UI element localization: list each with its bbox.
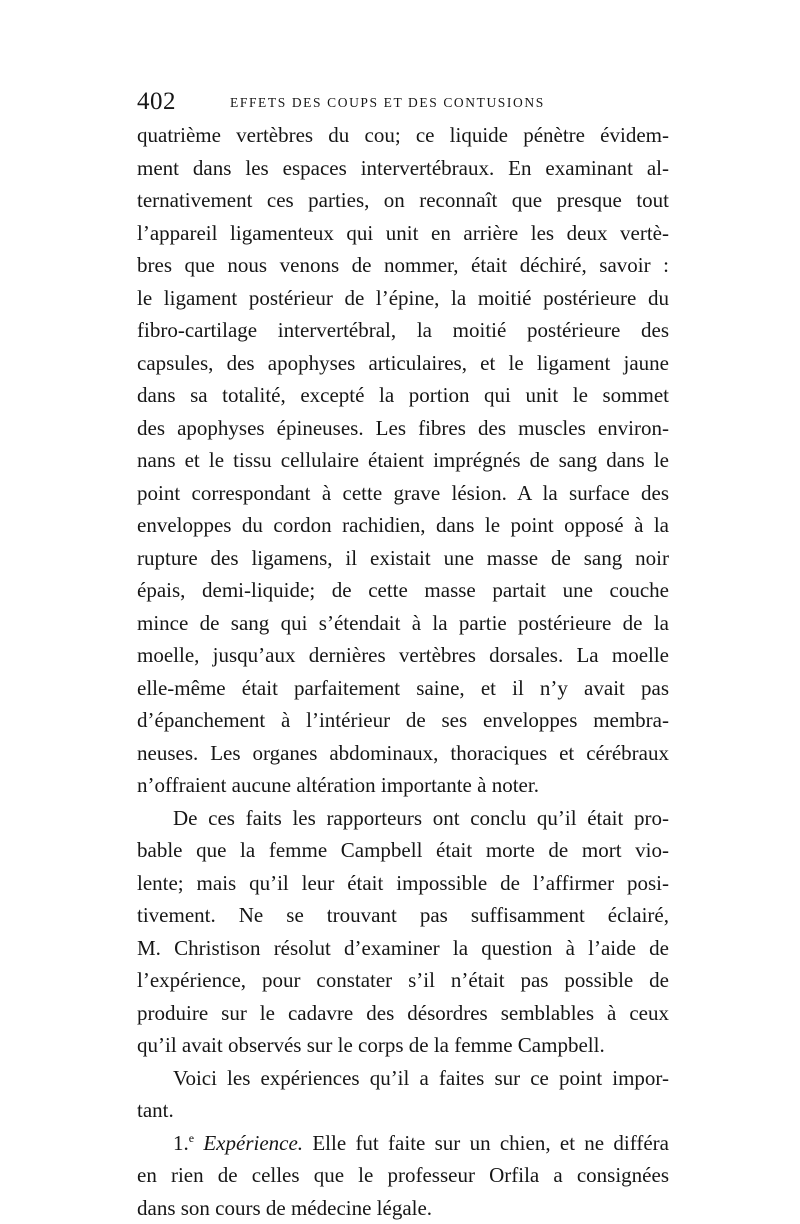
experiment-title: Expérience. [203,1131,303,1155]
text-line: ment dans les espaces intervertébraux. En examinant al- [137,152,669,185]
paragraph-end-line: tant. [137,1094,669,1127]
text-line: bres que nous venons de nommer, était déchiré, savoir : [137,249,669,282]
text-line: point correspondant à cette grave lésion. A la surface des [137,477,669,510]
text-line: dans sa totalité, excepté la portion qui unit le sommet [137,379,669,412]
text-line: bable que la femme Campbell était morte de mort vio- [137,834,669,867]
text-line: moelle, jusqu’aux dernières vertèbres dorsales. La moelle [137,639,669,672]
experiment-heading-line [137,1127,669,1160]
text-line: produire sur le cadavre des désordres semblables à ceux [137,997,669,1030]
text-line: enveloppes du cordon rachidien, dans le point opposé à la [137,509,669,542]
paragraph-start-line: De ces faits les rapporteurs ont conclu qu’il était pro- [137,802,669,835]
text-line: M. Christison résolut d’examiner la question à l’aide de [137,932,669,965]
running-head: EFFETS DES COUPS ET DES CONTUSIONS [230,89,545,117]
text-line: neuses. Les organes abdominaux, thoraciques et cérébraux [137,737,669,770]
page-header [137,86,677,118]
text-line: l’appareil ligamenteux qui unit en arrière les deux vertè- [137,217,669,250]
text-line: des apophyses épineuses. Les fibres des muscles environ- [137,412,669,445]
body-text [137,119,669,1224]
page-number: 402 [137,86,176,118]
text-line: capsules, des apophyses articulaires, et le ligament jaune [137,347,669,380]
text-line: ternativement ces parties, on reconnaît que presque tout [137,184,669,217]
text-line: le ligament postérieur de l’épine, la moitié postérieure du [137,282,669,315]
text-line: mince de sang qui s’étendait à la partie postérieure de la [137,607,669,640]
text-line: épais, demi-liquide; de cette masse partait une couche [137,574,669,607]
text-line: rupture des ligamens, il existait une masse de sang noir [137,542,669,575]
text-line: nans et le tissu cellulaire étaient imprégnés de sang dans le [137,444,669,477]
text-line: l’expérience, pour constater s’il n’était pas possible de [137,964,669,997]
paragraph-start-line: Voici les expériences qu’il a faites sur ce point impor- [137,1062,669,1095]
text-line: fibro-cartilage intervertébral, la moitié postérieure des [137,314,669,347]
experiment-text: Elle fut faite sur un chien, et ne différa [303,1131,669,1155]
paragraph-end-line: n’offraient aucune altération importante à noter. [137,769,669,802]
text-line: lente; mais qu’il leur était impossible de l’affirmer posi- [137,867,669,900]
text-line: elle-même était parfaitement saine, et il n’y avait pas [137,672,669,705]
experiment-number-superscript: e [189,1131,194,1145]
paragraph-end-line: qu’il avait observés sur le corps de la femme Campbell. [137,1029,669,1062]
text-line: tivement. Ne se trouvant pas suffisamment éclairé, [137,899,669,932]
text-line: d’épanchement à l’intérieur de ses enveloppes membra- [137,704,669,737]
experiment-number: 1. [173,1131,189,1155]
text-line: quatrième vertèbres du cou; ce liquide pénètre évidem- [137,119,669,152]
paragraph-end-line: dans son cours de médecine légale. [137,1192,669,1224]
text-line: en rien de celles que le professeur Orfila a consignées [137,1159,669,1192]
